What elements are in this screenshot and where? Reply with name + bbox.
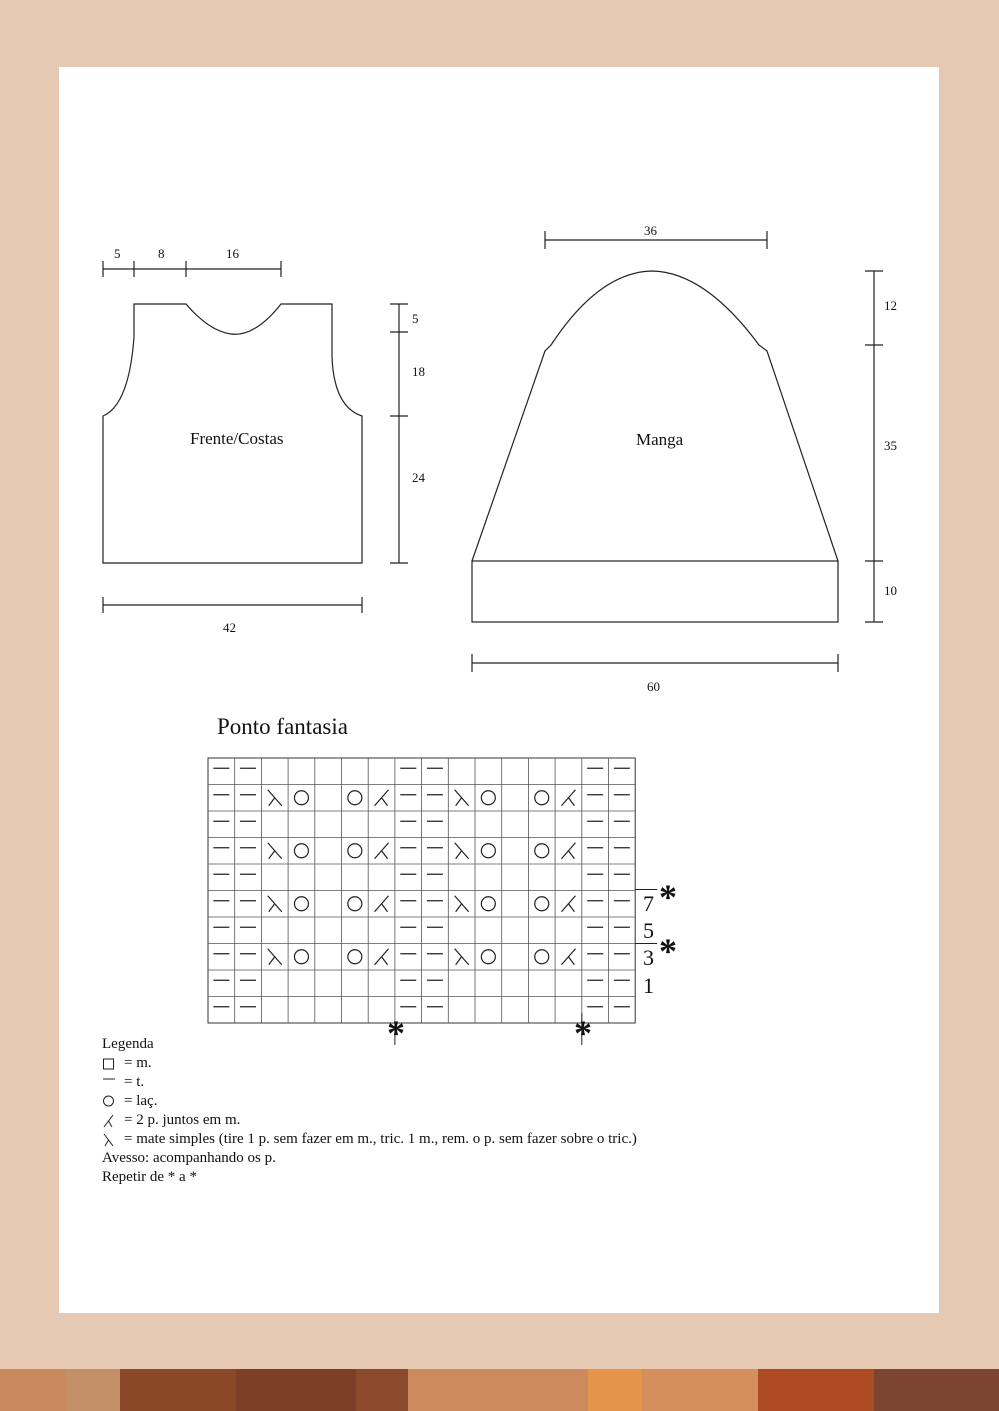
stripe-8	[502, 1369, 588, 1411]
yarnover-symbol	[294, 950, 308, 964]
skpo-symbol	[455, 843, 469, 859]
legend-note-wrong-side: Avesso: acompanhando os p.	[102, 1150, 276, 1166]
front-width-5: 5	[114, 246, 121, 261]
yarnover-symbol	[348, 897, 362, 911]
legend	[102, 1035, 637, 1187]
sleeve-height-dimension	[865, 271, 883, 622]
skpo-symbol	[268, 790, 282, 806]
stripe-1	[0, 1369, 66, 1411]
chart-title: Ponto fantasia	[217, 714, 348, 739]
yarnover-symbol	[535, 950, 549, 964]
repeat-mark-lower: *	[659, 931, 677, 971]
k2tog-symbol	[375, 843, 389, 859]
legend-text-k2tog: = 2 p. juntos em m.	[124, 1112, 241, 1128]
skpo-symbol	[268, 843, 282, 859]
yarnover-symbol	[348, 844, 362, 858]
stripe-2	[66, 1369, 120, 1411]
skpo-symbol	[268, 949, 282, 965]
front-height-24: 24	[412, 470, 425, 485]
legend-note-repeat: Repetir de * a *	[102, 1169, 197, 1185]
knitting-chart	[208, 758, 657, 1045]
stripe-10	[642, 1369, 758, 1411]
row-label-5: 5	[643, 918, 654, 943]
k2tog-symbol	[561, 949, 575, 965]
sleeve-bottom-dimension	[472, 654, 838, 672]
skpo-symbol	[455, 949, 469, 965]
legend-text-knit: = m.	[124, 1055, 152, 1071]
front-width-bottom: 42	[223, 620, 236, 635]
legend-item-yarnover	[102, 1092, 637, 1111]
row-label-7: 7	[643, 891, 654, 916]
yarnover-symbol	[294, 791, 308, 805]
skpo-symbol	[455, 790, 469, 806]
k2tog-symbol	[375, 896, 389, 912]
legend-text-skpo: = mate simples (tire 1 p. sem fazer em m., tric. 1 m., rem. o p. sem fazer sobre o tric.)	[124, 1131, 637, 1147]
sleeve-height-35: 35	[884, 438, 897, 453]
stripe-11	[758, 1369, 874, 1411]
front-top-dimension	[103, 261, 281, 277]
k2tog-symbol	[561, 896, 575, 912]
legend-item-k2tog	[102, 1111, 637, 1130]
k2tog-icon	[102, 1114, 120, 1128]
front-bottom-dimension	[103, 597, 362, 613]
skpo-icon	[102, 1133, 120, 1147]
stripe-4	[236, 1369, 356, 1411]
legend-text-purl: = t.	[124, 1074, 145, 1090]
sleeve-width-bottom: 60	[647, 679, 660, 694]
yarnover-symbol	[535, 844, 549, 858]
k2tog-symbol	[561, 790, 575, 806]
dash-icon	[102, 1076, 120, 1090]
skpo-symbol	[455, 896, 469, 912]
circle-icon	[102, 1095, 120, 1109]
front-height-5: 5	[412, 311, 419, 326]
legend-text-yarnover: = laç.	[124, 1093, 158, 1109]
stripe-3	[120, 1369, 236, 1411]
pattern-page	[59, 67, 939, 1313]
front-height-dimension	[390, 304, 408, 563]
sleeve-height-12: 12	[884, 298, 897, 313]
front-height-18: 18	[412, 364, 425, 379]
yarnover-symbol	[348, 950, 362, 964]
yarnover-symbol	[348, 791, 362, 805]
yarnover-symbol	[481, 897, 495, 911]
yarnover-symbol	[481, 791, 495, 805]
k2tog-symbol	[375, 949, 389, 965]
stripe-12	[874, 1369, 999, 1411]
row-label-3: 3	[643, 945, 654, 970]
yarnover-symbol	[481, 844, 495, 858]
yarnover-symbol	[535, 791, 549, 805]
legend-item-purl	[102, 1073, 637, 1092]
sleeve-label: Manga	[636, 430, 684, 449]
row-label-1: 1	[643, 973, 654, 998]
yarnover-symbol	[294, 844, 308, 858]
yarnover-symbol	[481, 950, 495, 964]
front-back-label: Frente/Costas	[190, 429, 284, 448]
repeat-mark-right: *	[574, 1013, 592, 1053]
legend-title: Legenda	[102, 1036, 154, 1052]
front-width-16: 16	[226, 246, 239, 261]
stripe-9	[588, 1369, 642, 1411]
yarnover-symbol	[535, 897, 549, 911]
sleeve-height-10: 10	[884, 583, 897, 598]
stripe-6	[356, 1369, 408, 1411]
sleeve-width-top: 36	[644, 223, 657, 238]
legend-item-knit	[102, 1054, 637, 1073]
front-width-8: 8	[158, 246, 165, 261]
repeat-mark-upper: *	[659, 877, 677, 917]
k2tog-symbol	[375, 790, 389, 806]
yarnover-symbol	[294, 897, 308, 911]
legend-item-skpo	[102, 1130, 637, 1149]
color-stripe-bar	[0, 1369, 999, 1411]
k2tog-symbol	[561, 843, 575, 859]
square-icon	[102, 1057, 120, 1071]
repeat-mark-left: *	[387, 1013, 405, 1053]
stripe-7	[408, 1369, 502, 1411]
skpo-symbol	[268, 896, 282, 912]
